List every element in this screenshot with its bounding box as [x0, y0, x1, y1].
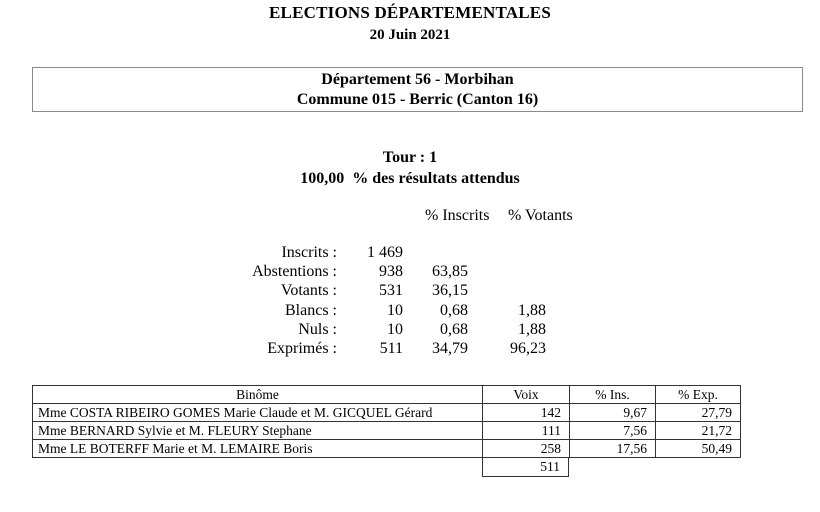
stats-value: 10 [387, 301, 403, 319]
department-line: Département 56 - Morbihan [321, 71, 514, 88]
stats-label: Votants : [280, 282, 337, 300]
header-binome: Binôme [33, 386, 483, 404]
stats-label: Abstentions : [252, 263, 337, 281]
pct-exp-cell: 50,49 [656, 440, 741, 458]
stats-pct-votants: 1,88 [518, 320, 546, 338]
stats-pct-votants: 96,23 [510, 339, 546, 357]
stats-pct-votants [468, 243, 546, 262]
stats-pct-inscrits: 34,79 [432, 339, 468, 357]
header-voix: Voix [483, 386, 570, 404]
candidate-pair-name: Mme COSTA RIBEIRO GOMES Marie Claude et M. GICQUEL Gérard [33, 404, 483, 422]
stats-row-abstentions [160, 262, 546, 281]
stats-row-exprimes [160, 339, 546, 358]
stats-value: 10 [387, 320, 403, 338]
stats-pct-votants [468, 262, 546, 281]
turnout-stats [160, 243, 546, 358]
commune-line: Commune 015 - Berric (Canton 16) [296, 91, 539, 108]
stats-header-pct-votants: % Votants [508, 207, 573, 224]
table-row [33, 422, 741, 440]
election-date: 20 Juin 2021 [369, 27, 451, 43]
header-pct-exp: % Exp. [656, 386, 741, 404]
pct-exp-cell: 21,72 [656, 422, 741, 440]
pct-ins-cell: 9,67 [570, 404, 656, 422]
pct-ins-cell: 7,56 [570, 422, 656, 440]
stats-header-pct-inscrits: % Inscrits [425, 207, 490, 224]
stats-pct-inscrits: 36,15 [432, 282, 468, 300]
stats-pct-votants: 1,88 [518, 301, 546, 319]
stats-value: 938 [379, 263, 403, 281]
stats-pct-inscrits: 0,68 [440, 320, 468, 338]
total-voix-cell: 511 [482, 457, 569, 477]
location-box [32, 67, 803, 112]
stats-row-nuls [160, 320, 546, 339]
tour-label: Tour : 1 [382, 149, 438, 166]
stats-pct-inscrits: 0,68 [440, 301, 468, 319]
stats-value: 511 [379, 339, 403, 357]
table-row [33, 404, 741, 422]
stats-label: Blancs : [285, 301, 337, 319]
candidate-pair-name: Mme LE BOTERFF Marie et M. LEMAIRE Boris [33, 440, 483, 458]
page-title: ELECTIONS DÉPARTEMENTALES [269, 3, 551, 22]
header-pct-ins: % Ins. [570, 386, 656, 404]
stats-label: Inscrits : [281, 244, 337, 261]
stats-label: Exprimés : [267, 339, 337, 357]
results-progress-label: 100,00 % des résultats attendus [300, 170, 520, 187]
stats-pct-inscrits: 63,85 [432, 263, 468, 281]
results-table [32, 385, 741, 458]
candidate-pair-name: Mme BERNARD Sylvie et M. FLEURY Stephane [33, 422, 483, 440]
stats-label: Nuls : [298, 320, 337, 338]
stats-row-votants [160, 281, 546, 300]
stats-value: 531 [379, 282, 403, 300]
stats-row-blancs [160, 301, 546, 320]
voix-cell: 111 [483, 422, 570, 440]
results-table-header-row [33, 386, 741, 404]
stats-value: 1 469 [367, 244, 403, 261]
stats-row-inscrits [160, 243, 546, 262]
voix-cell: 258 [483, 440, 570, 458]
stats-pct-votants [468, 281, 546, 300]
pct-ins-cell: 17,56 [570, 440, 656, 458]
stats-pct-inscrits [403, 243, 468, 262]
table-row [33, 440, 741, 458]
pct-exp-cell: 27,79 [656, 404, 741, 422]
voix-cell: 142 [483, 404, 570, 422]
